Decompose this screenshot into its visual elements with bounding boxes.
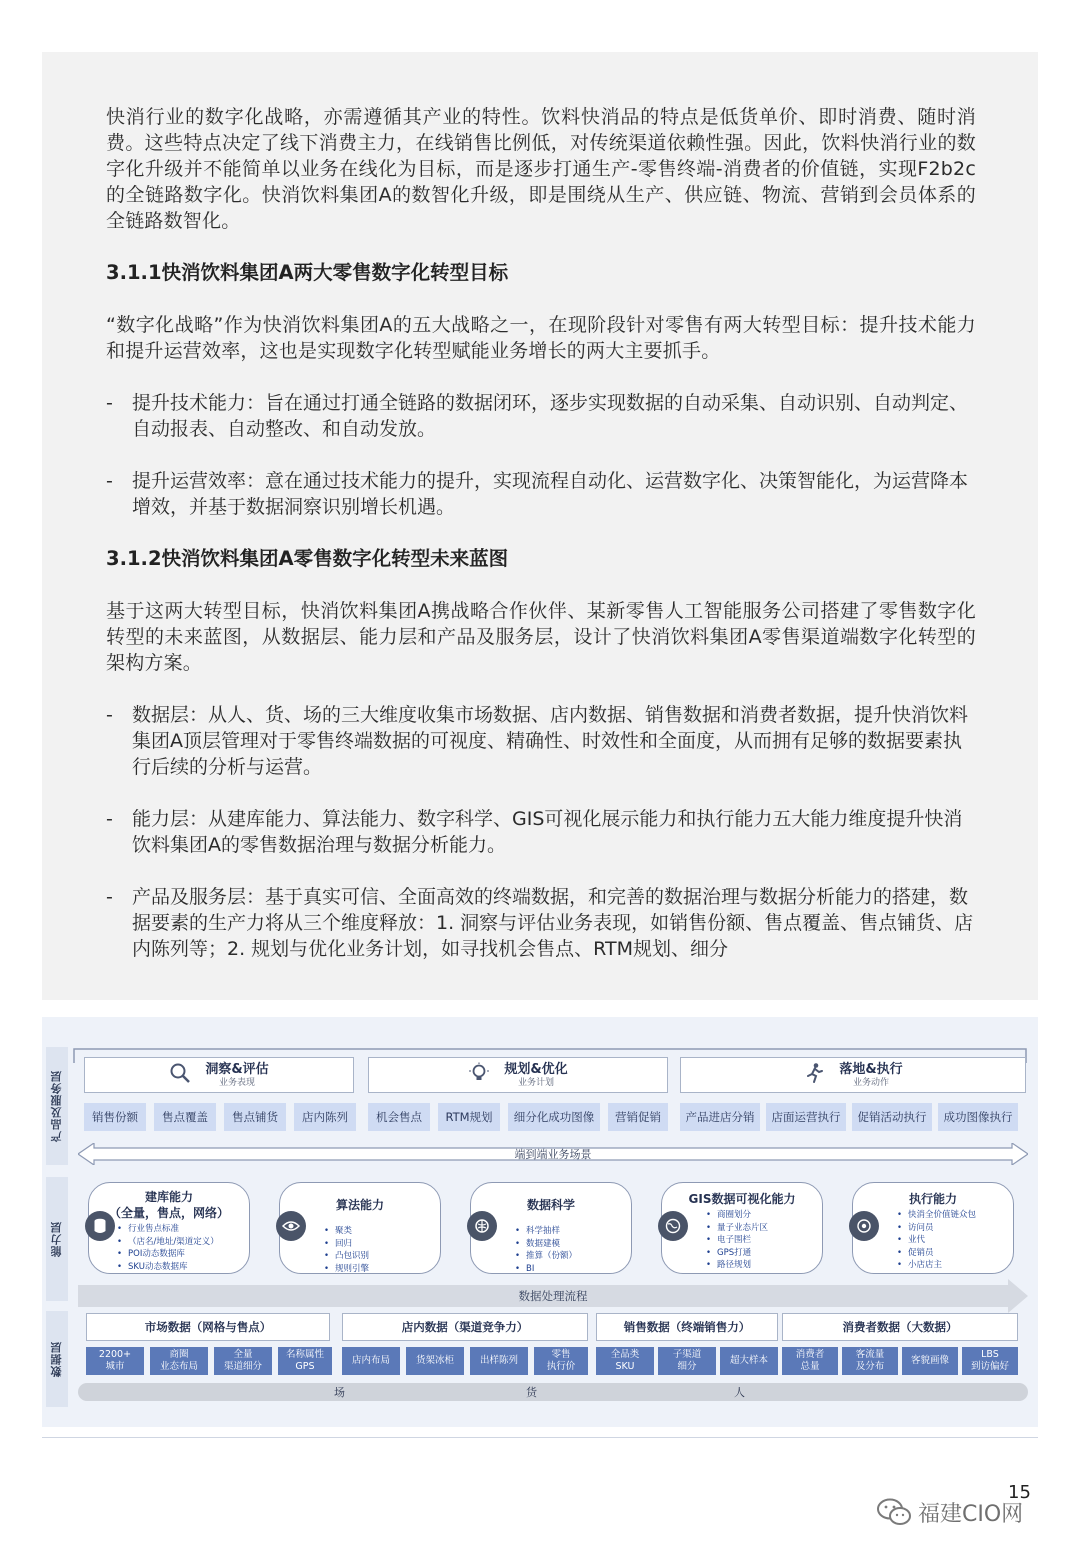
category-subtitle: 业务表现 <box>218 1077 255 1088</box>
capability-title-sub: （全量，售点，网络） <box>108 1206 229 1220</box>
data-chip <box>534 1347 588 1375</box>
capability-item: • 量子业态片区 <box>706 1222 768 1235</box>
data-chip <box>720 1347 778 1375</box>
data-chip-line: 全量 <box>233 1349 253 1360</box>
capability-execution <box>852 1182 1014 1274</box>
capability-list <box>324 1225 369 1275</box>
divider-line <box>42 1437 1038 1438</box>
capability-gis <box>661 1182 823 1274</box>
data-chip-line: 渠道细分 <box>223 1361 262 1372</box>
capability-item: • GPS打通 <box>706 1247 768 1260</box>
capability-item: • 回归 <box>324 1238 369 1251</box>
capability-item: • 快消全价值链众包 <box>897 1209 976 1222</box>
data-chip-line: 商圈 <box>169 1349 189 1360</box>
data-chip <box>842 1347 898 1375</box>
data-chip-line: SKU <box>615 1361 635 1372</box>
capability-item: • 行业售点标准 <box>117 1223 219 1236</box>
data-chip-line: GPS <box>295 1361 315 1372</box>
bullet-product-layer <box>106 884 976 962</box>
target-icon <box>849 1211 879 1241</box>
bullet-text: 提升运营效率：意在通过技术能力的提升，实现流程自动化、运营数字化、决策智能化，为运营降本增效，并基于数据洞察识别增长机遇。 <box>132 470 969 518</box>
capability-item: • 访问员 <box>897 1222 976 1235</box>
capability-list <box>706 1209 768 1272</box>
bullet-ops-efficiency <box>106 468 976 520</box>
capability-item: • 推算（份额） <box>515 1250 577 1263</box>
data-chip <box>658 1347 716 1375</box>
data-chip-line: 客貌画像 <box>910 1355 949 1366</box>
data-chip-line: 到访偏好 <box>970 1361 1009 1372</box>
chip-store-distribution: 售点铺货 <box>224 1103 286 1131</box>
data-chip-line: 零售 <box>551 1349 571 1360</box>
chip-opportunity-store: 机会售点 <box>368 1103 430 1131</box>
scene-label: 端到端业务场景 <box>514 1148 592 1161</box>
data-chip <box>150 1347 208 1375</box>
bullet-dash: - <box>106 808 113 830</box>
capability-item: • 业代 <box>897 1234 976 1247</box>
blueprint-paragraph: 基于这两大转型目标，快消饮料集团A携战略合作伙伴、某新零售人工智能服务公司搭建了零售数字化转型的未来蓝图，从数据层、能力层和产品及服务层，设计了快消饮料集团A零售渠道端数字化转型的架构方案。 <box>106 600 976 674</box>
data-chip <box>782 1347 838 1375</box>
data-chip <box>278 1347 332 1375</box>
chip-product-distribution: 产品进店分销 <box>680 1103 760 1131</box>
capability-item <box>117 1236 219 1249</box>
goals-paragraph: “数字化战略”作为快消饮料集团A的五大战略之一，在现阶段针对零售有两大转型目标：提升技术能力和提升运营效率，这也是实现数字化转型赋能业务增长的两大主要抓手。 <box>106 314 976 362</box>
map-icon <box>658 1211 688 1241</box>
layer-tag-data: 数据层 <box>46 1311 68 1407</box>
capability-algorithm <box>279 1182 441 1274</box>
category-title: 规划&优化 <box>504 1061 568 1077</box>
data-head-market: 市场数据（网格与售点） <box>86 1313 330 1341</box>
bullet-text: 产品及服务层：基于真实可信、全面高效的终端数据，和完善的数据治理与数据分析能力的搭建，数据要素的生产力将从三个维度释放：1. 洞察与评估业务表现，如销售份额、售点覆盖、售点铺货、店内陈列等；2. 规划与优化业务计划，如寻找机会售点、RTM规划、细分 <box>132 886 974 960</box>
section-heading-312: 3.1.2快消饮料集团A零售数字化转型未来蓝图 <box>106 547 509 570</box>
chip-store-operation: 店面运营执行 <box>766 1103 846 1131</box>
category-title: 落地&执行 <box>839 1061 903 1077</box>
capability-database <box>88 1182 250 1274</box>
base-label-people: 人 <box>734 1386 745 1399</box>
base-label-place: 场 <box>334 1386 345 1399</box>
brain-icon <box>467 1211 497 1241</box>
category-subtitle: 业务计划 <box>517 1077 554 1088</box>
search-icon <box>169 1062 191 1089</box>
data-chip-line: 名称属性 <box>285 1349 324 1360</box>
category-subtitle: 业务动作 <box>852 1077 889 1088</box>
data-chip-line: 总量 <box>800 1361 820 1372</box>
category-insight <box>84 1057 354 1093</box>
bullet-text: 能力层：从建库能力、算法能力、数字科学、GIS可视化展示能力和执行能力五大能力维度提升快消饮料集团A的零售数据治理与数据分析能力。 <box>132 808 963 856</box>
flow-label: 数据处理流程 <box>518 1289 588 1303</box>
category-execution <box>680 1057 1026 1093</box>
data-chip <box>962 1347 1018 1375</box>
bullet-tech-capability <box>106 390 976 442</box>
chip-promotion-execution: 促销活动执行 <box>852 1103 932 1131</box>
data-head-consumer: 消费者数据（大数据） <box>782 1313 1018 1341</box>
capability-title: 建库能力 <box>144 1190 193 1204</box>
intro-paragraph: 快消行业的数字化战略，亦需遵循其产业的特性。饮料快消品的特点是低货单价、即时消费、随时消费。这些特点决定了线下消费主力，在线销售比例低，对传统渠道依赖性强。因此，饮料快消行业的数字化升级并不能简单以业务在线化为目标，而是逐步打通生产-零售终端-消费者的价值链，实现F2b2c的全链路数字化。快消饮料集团A的数智化升级，即是围绕从生产、供应链、物流、营销到会员体系的全链路数智化。 <box>106 106 976 232</box>
data-chip <box>86 1347 144 1375</box>
data-chip-line: 及分布 <box>855 1361 885 1372</box>
capability-item: • 小店店主 <box>897 1259 976 1272</box>
data-head-in-store: 店内数据（渠道竞争力） <box>342 1313 588 1341</box>
capability-item: • 商圈划分 <box>706 1209 768 1222</box>
data-chip-line: 全品类 <box>610 1349 640 1360</box>
category-planning <box>368 1057 668 1093</box>
capability-title: 执行能力 <box>908 1192 957 1206</box>
capability-item: • 电子围栏 <box>706 1234 768 1247</box>
capability-item-text: （店名/地址/渠道定义） <box>128 1236 219 1247</box>
watermark <box>876 1494 1023 1530</box>
capability-item: • BI <box>515 1263 577 1276</box>
chip-in-store-display: 店内陈列 <box>294 1103 356 1131</box>
data-chip-line: 客流量 <box>855 1349 885 1360</box>
capability-title: GIS数据可视化能力 <box>688 1192 796 1206</box>
data-chip-line: 出样陈列 <box>479 1355 518 1366</box>
capability-list <box>515 1225 577 1275</box>
architecture-diagram <box>42 1017 1038 1427</box>
lightbulb-icon <box>468 1062 490 1089</box>
category-title: 洞察&评估 <box>205 1061 269 1077</box>
chip-segment-success-image: 细分化成功图像 <box>508 1103 600 1131</box>
data-chip <box>406 1347 464 1375</box>
data-chip <box>902 1347 958 1375</box>
data-chip-line: 超大样本 <box>729 1355 768 1366</box>
data-chip-line: 2200+ <box>98 1349 132 1360</box>
data-chip-line: LBS <box>981 1349 999 1360</box>
bullet-dash: - <box>106 886 113 908</box>
data-chip <box>596 1347 654 1375</box>
data-chip-line: 城市 <box>105 1361 125 1372</box>
chip-success-image-execution: 成功图像执行 <box>938 1103 1018 1131</box>
base-label-goods: 货 <box>526 1386 537 1399</box>
data-chip-line: 店内布局 <box>351 1355 390 1366</box>
capability-item: • 促销员 <box>897 1247 976 1260</box>
capability-item: • SKU动态数据库 <box>117 1261 219 1274</box>
data-chip-line: 子渠道 <box>672 1349 702 1360</box>
layer-tag-product: 产品及服务层 <box>46 1047 68 1165</box>
capability-item: • 路径规划 <box>706 1259 768 1272</box>
section-heading-311: 3.1.1快消饮料集团A两大零售数字化转型目标 <box>106 261 509 284</box>
data-chip-line: 细分 <box>677 1361 697 1372</box>
data-chip-line: 货架冰柜 <box>415 1355 454 1366</box>
chip-sales-share: 销售份额 <box>84 1103 146 1131</box>
data-chip <box>214 1347 272 1375</box>
bullet-dash: - <box>106 704 113 726</box>
bullet-dash: - <box>106 392 113 414</box>
data-chip-line: 消费者 <box>795 1349 825 1360</box>
data-chip-line: 执行价 <box>546 1361 576 1372</box>
page-number: 15 <box>1008 1482 1031 1503</box>
capability-data-science <box>470 1182 632 1274</box>
capability-item: • 凸包识别 <box>324 1250 369 1263</box>
data-head-sales: 销售数据（终端销售力） <box>596 1313 778 1341</box>
chip-store-coverage: 售点覆盖 <box>154 1103 216 1131</box>
bullet-text: 数据层：从人、货、场的三大维度收集市场数据、店内数据、销售数据和消费者数据，提升快消饮料集团A顶层管理对于零售终端数据的可视度、精确性、时效性和全面度，从而拥有足够的数据要素执行后续的分析与运营。 <box>132 704 969 778</box>
watermark-text: 福建CIO网 <box>918 1501 1024 1527</box>
bullet-capability-layer <box>106 806 976 858</box>
eye-icon <box>276 1211 306 1241</box>
capability-item: • 科学抽样 <box>515 1225 577 1238</box>
base-bar <box>78 1383 1028 1401</box>
capability-list <box>117 1223 219 1273</box>
chip-rtm-planning: RTM规划 <box>438 1103 500 1131</box>
capability-list <box>897 1209 976 1272</box>
capability-title: 数据科学 <box>526 1198 575 1212</box>
bullet-dash: - <box>106 470 113 492</box>
runner-icon <box>803 1062 825 1089</box>
capability-title: 算法能力 <box>335 1198 384 1212</box>
data-chip <box>470 1347 528 1375</box>
capability-item: • 聚类 <box>324 1225 369 1238</box>
capability-item: • 规则引擎 <box>324 1263 369 1276</box>
chip-marketing-promotion: 营销促销 <box>608 1103 668 1131</box>
bullet-text: 提升技术能力：旨在通过打通全链路的数据闭环，逐步实现数据的自动采集、自动识别、自动判定、自动报表、自动整改、和自动发放。 <box>132 392 969 440</box>
bullet-data-layer <box>106 702 976 780</box>
article-text-panel <box>42 52 1038 1000</box>
capability-item: • 数据建模 <box>515 1238 577 1251</box>
wechat-icon <box>876 1497 912 1527</box>
data-chip-line: 业态布局 <box>159 1361 198 1372</box>
capability-item: • POI动态数据库 <box>117 1248 219 1261</box>
data-chip <box>342 1347 400 1375</box>
layer-tag-capability: 能力层 <box>46 1177 68 1301</box>
